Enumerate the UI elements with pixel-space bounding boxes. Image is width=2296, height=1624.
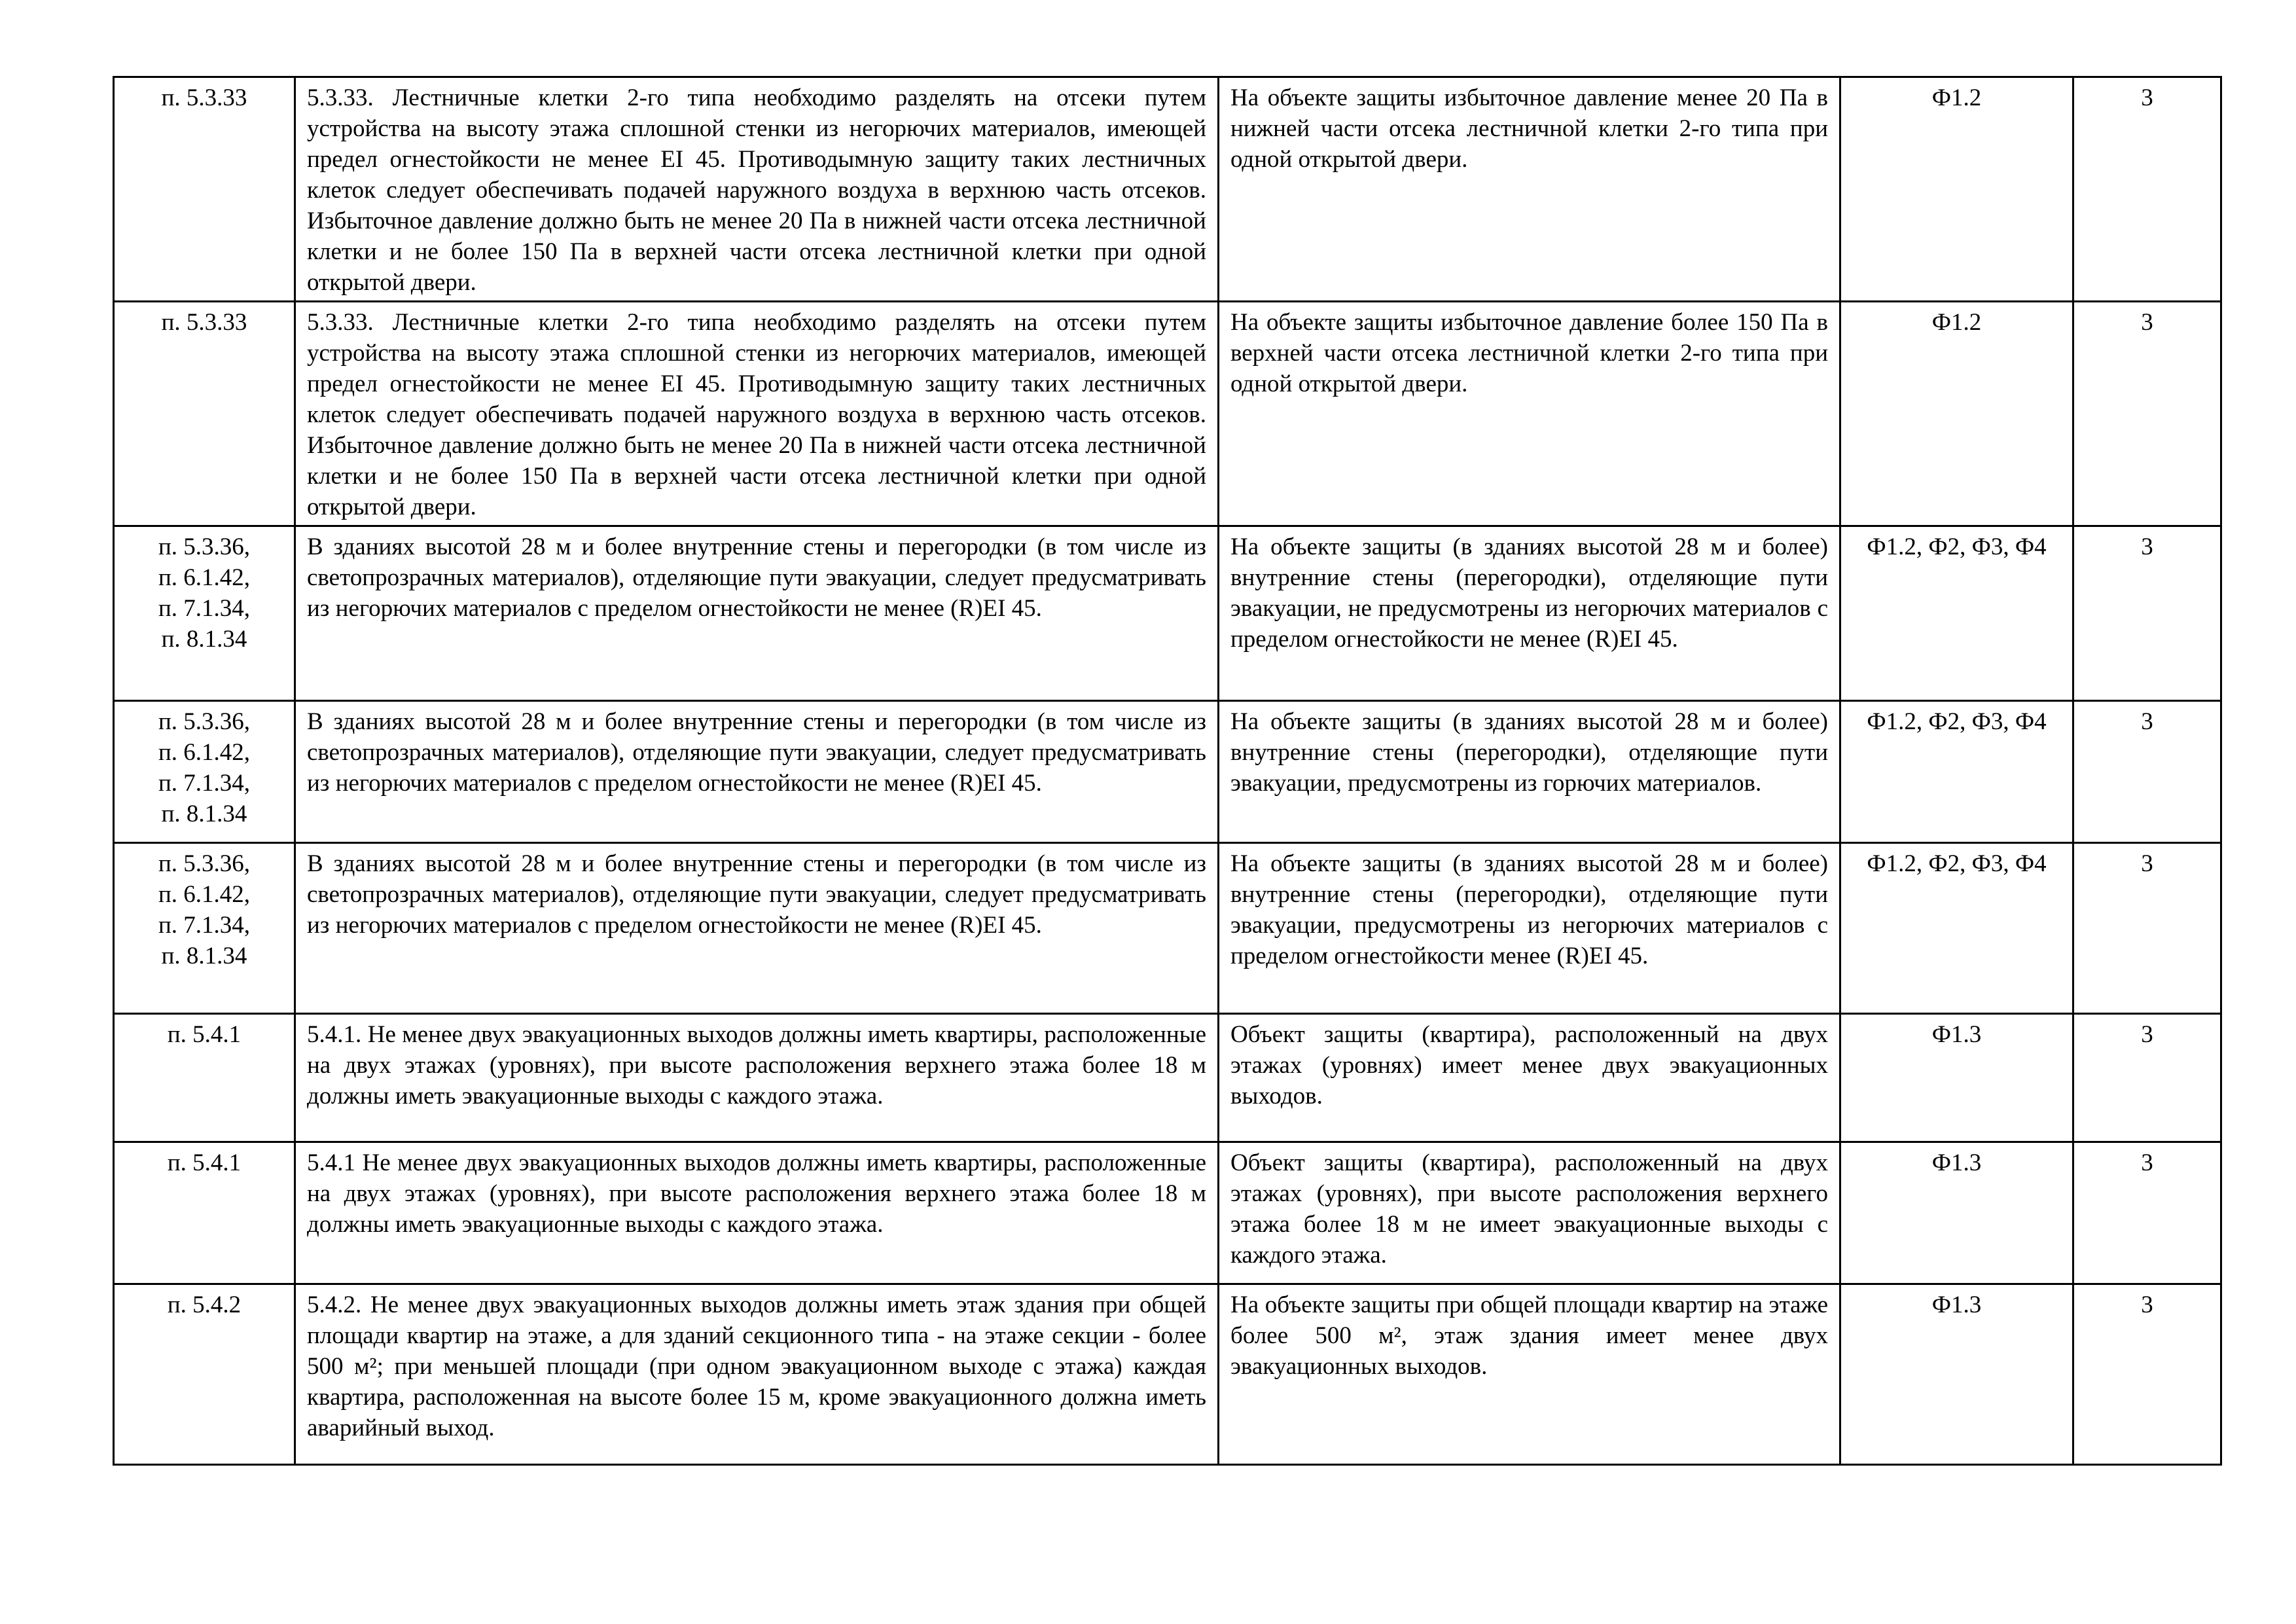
class-cell: Ф1.2 (1840, 77, 2073, 302)
clause-cell: п. 5.3.36, п. 6.1.42, п. 7.1.34, п. 8.1.34 (114, 701, 295, 843)
class-cell: Ф1.2, Ф2, Ф3, Ф4 (1840, 526, 2073, 701)
table-row (114, 701, 2221, 843)
table-row (114, 302, 2221, 526)
class-cell: Ф1.2, Ф2, Ф3, Ф4 (1840, 701, 2073, 843)
violation-cell: На объекте защиты при общей площади квартир на этаже более 500 м², этаж здания имеет менее двух эвакуационных выходов. (1219, 1284, 1840, 1465)
violation-cell: Объект защиты (квартира), расположенный на двух этажах (уровнях), при высоте расположения верхнего этажа более 18 м не имеет эвакуационные выходы с каждого этажа. (1219, 1142, 1840, 1284)
class-cell: Ф1.3 (1840, 1014, 2073, 1142)
points-cell: 3 (2073, 1142, 2221, 1284)
table-row (114, 843, 2221, 1014)
class-cell: Ф1.3 (1840, 1284, 2073, 1465)
violation-cell: На объекте защиты избыточное давление более 150 Па в верхней части отсека лестничной клетки 2-го типа при одной открытой двери. (1219, 302, 1840, 526)
points-cell: 3 (2073, 1014, 2221, 1142)
class-cell: Ф1.3 (1840, 1142, 2073, 1284)
clause-cell: п. 5.3.33 (114, 302, 295, 526)
points-cell: 3 (2073, 843, 2221, 1014)
requirement-cell: В зданиях высотой 28 м и более внутренние стены и перегородки (в том числе из светопрозрачных материалов), отделяющие пути эвакуации, следует предусматривать из негорючих материалов с пределом огнестойкости не менее (R)EI 45. (295, 843, 1219, 1014)
violation-cell: Объект защиты (квартира), расположенный на двух этажах (уровнях) имеет менее двух эвакуационных выходов. (1219, 1014, 1840, 1142)
points-cell: 3 (2073, 526, 2221, 701)
violation-cell: На объекте защиты избыточное давление менее 20 Па в нижней части отсека лестничной клетки 2-го типа при одной открытой двери. (1219, 77, 1840, 302)
requirement-cell: 5.4.2. Не менее двух эвакуационных выходов должны иметь этаж здания при общей площади квартир на этаже, а для зданий секционного типа - на этаже секции - более 500 м²; при меньшей площади (при одном эвакуационном выходе с этажа) каждая квартира, расположенная на высоте более 15 м, кроме эвакуационного должна иметь аварийный выход. (295, 1284, 1219, 1465)
table-row (114, 1014, 2221, 1142)
class-cell: Ф1.2 (1840, 302, 2073, 526)
requirement-cell: 5.3.33. Лестничные клетки 2-го типа необходимо разделять на отсеки путем устройства на высоту этажа сплошной стенки из негорючих материалов, имеющей предел огнестойкости не менее EI 45. Противодымную защиту таких лестничных клеток следует обеспечивать подачей наружного воздуха в верхнюю часть отсеков. Избыточное давление должно быть не менее 20 Па в нижней части отсека лестничной клетки и не более 150 Па в верхней части отсека лестничной клетки при одной открытой двери. (295, 302, 1219, 526)
table-row (114, 1142, 2221, 1284)
requirement-cell: В зданиях высотой 28 м и более внутренние стены и перегородки (в том числе из светопрозрачных материалов), отделяющие пути эвакуации, следует предусматривать из негорючих материалов с пределом огнестойкости не менее (R)EI 45. (295, 701, 1219, 843)
requirements-table (113, 76, 2222, 1466)
class-cell: Ф1.2, Ф2, Ф3, Ф4 (1840, 843, 2073, 1014)
violation-cell: На объекте защиты (в зданиях высотой 28 м и более) внутренние стены (перегородки), отделяющие пути эвакуации, не предусмотрены из негорючих материалов с пределом огнестойкости не менее (R)EI 45. (1219, 526, 1840, 701)
clause-cell: п. 5.3.33 (114, 77, 295, 302)
table-row (114, 526, 2221, 701)
clause-cell: п. 5.3.36, п. 6.1.42, п. 7.1.34, п. 8.1.34 (114, 526, 295, 701)
clause-cell: п. 5.3.36, п. 6.1.42, п. 7.1.34, п. 8.1.34 (114, 843, 295, 1014)
clause-cell: п. 5.4.1 (114, 1014, 295, 1142)
table-row (114, 1284, 2221, 1465)
violation-cell: На объекте защиты (в зданиях высотой 28 м и более) внутренние стены (перегородки), отделяющие пути эвакуации, предусмотрены из негорючих материалов с пределом огнестойкости менее (R)EI 45. (1219, 843, 1840, 1014)
requirement-cell: 5.3.33. Лестничные клетки 2-го типа необходимо разделять на отсеки путем устройства на высоту этажа сплошной стенки из негорючих материалов, имеющей предел огнестойкости не менее EI 45. Противодымную защиту таких лестничных клеток следует обеспечивать подачей наружного воздуха в верхнюю часть отсеков. Избыточное давление должно быть не менее 20 Па в нижней части отсека лестничной клетки и не более 150 Па в верхней части отсека лестничной клетки при одной открытой двери. (295, 77, 1219, 302)
points-cell: 3 (2073, 701, 2221, 843)
points-cell: 3 (2073, 1284, 2221, 1465)
violation-cell: На объекте защиты (в зданиях высотой 28 м и более) внутренние стены (перегородки), отделяющие пути эвакуации, предусмотрены из горючих материалов. (1219, 701, 1840, 843)
points-cell: 3 (2073, 77, 2221, 302)
clause-cell: п. 5.4.1 (114, 1142, 295, 1284)
requirement-cell: 5.4.1 Не менее двух эвакуационных выходов должны иметь квартиры, расположенные на двух этажах (уровнях), при высоте расположения верхнего этажа более 18 м должны иметь эвакуационные выходы с каждого этажа. (295, 1142, 1219, 1284)
clause-cell: п. 5.4.2 (114, 1284, 295, 1465)
table-row (114, 77, 2221, 302)
points-cell: 3 (2073, 302, 2221, 526)
requirement-cell: 5.4.1. Не менее двух эвакуационных выходов должны иметь квартиры, расположенные на двух этажах (уровнях), при высоте расположения верхнего этажа более 18 м должны иметь эвакуационные выходы с каждого этажа. (295, 1014, 1219, 1142)
requirement-cell: В зданиях высотой 28 м и более внутренние стены и перегородки (в том числе из светопрозрачных материалов), отделяющие пути эвакуации, следует предусматривать из негорючих материалов с пределом огнестойкости не менее (R)EI 45. (295, 526, 1219, 701)
